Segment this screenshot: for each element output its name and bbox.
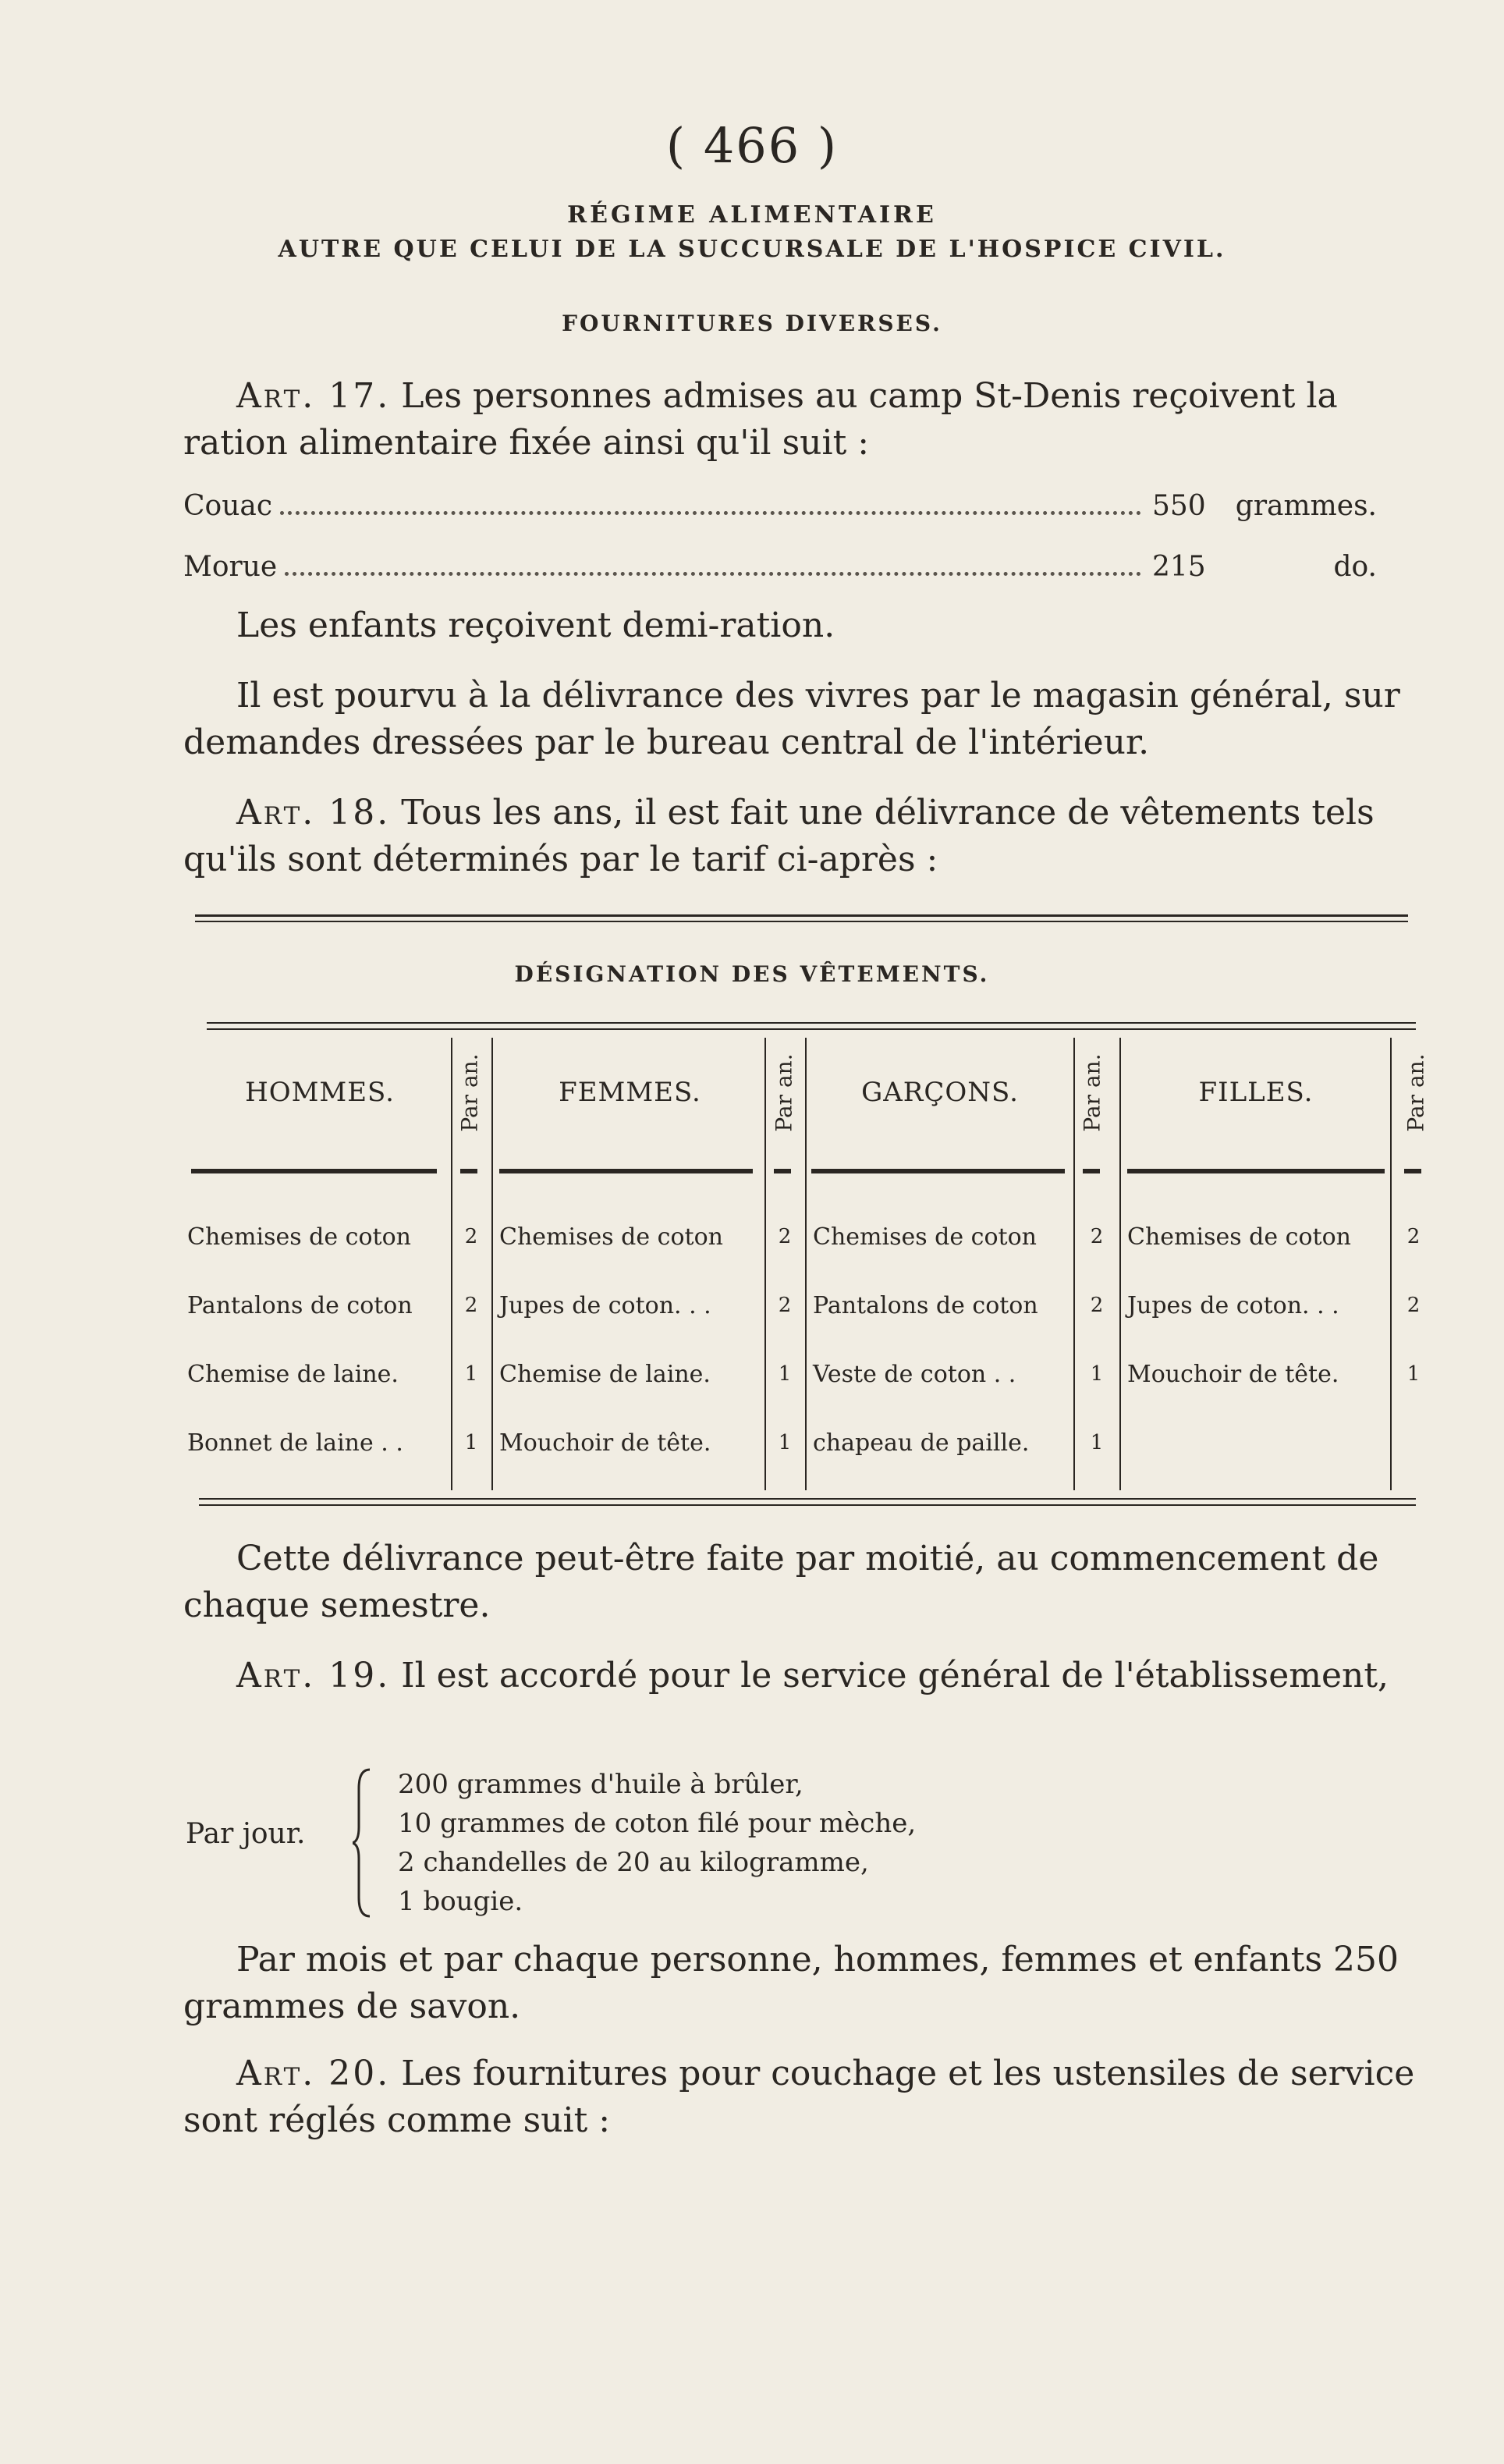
table-cell: Chemises de coton (499, 1223, 723, 1251)
heading-autre: AUTRE QUE CELUI DE LA SUCCURSALE DE L'HOSPICE CIVIL. (278, 236, 1226, 263)
header-underline (811, 1169, 1065, 1173)
article-17-label: Art. 17. (236, 376, 391, 416)
table-qty: 2 (1090, 1294, 1104, 1317)
par-jour-item: 200 grammes d'huile à brûler, (398, 1769, 803, 1800)
table-qty: 2 (464, 1294, 478, 1317)
table-cell: Chemises de coton (187, 1223, 411, 1251)
brace-icon (353, 1765, 376, 1921)
column-divider (764, 1038, 766, 1490)
header-underline (774, 1169, 791, 1173)
table-qty: 1 (1406, 1362, 1421, 1386)
table-top-rule-thin (195, 921, 1408, 922)
column-divider (491, 1038, 493, 1490)
ration-unit: do. (1333, 551, 1377, 583)
article-17 (183, 373, 1431, 467)
table-cell: Jupes de coton. . . (1127, 1292, 1339, 1319)
savon-paragraph: Par mois et par chaque personne, hommes, femmes et enfants 250 grammes de savon. (183, 1940, 1399, 2026)
header-underline (1083, 1169, 1100, 1173)
article-18 (183, 790, 1431, 883)
table-bottom-rule (199, 1498, 1416, 1500)
table-cell: Mouchoir de tête. (1127, 1361, 1339, 1388)
article-20-text: Les fournitures pour couchage et les ustensiles de service sont réglés comme suit : (183, 2054, 1415, 2140)
header-femmes: FEMMES. (559, 1077, 701, 1108)
column-divider (805, 1038, 807, 1490)
table-qty: 2 (1406, 1225, 1421, 1248)
ration-item: Couac (183, 490, 273, 522)
par-jour-list (398, 1765, 916, 1921)
table-title: DÉSIGNATION DES VÊTEMENTS. (514, 961, 990, 987)
table-qty: 2 (778, 1225, 792, 1248)
ration-row-morue (183, 551, 1377, 584)
par-jour-label: Par jour. (186, 1818, 306, 1850)
article-19-text: Il est accordé pour le service général de l'établissement, (390, 1656, 1389, 1695)
table-qty: 2 (1406, 1294, 1421, 1317)
header-garcons: GARÇONS. (861, 1077, 1019, 1108)
article-20 (183, 2050, 1431, 2144)
article-20-label: Art. 20. (236, 2054, 391, 2093)
table-qty: 1 (464, 1362, 478, 1386)
header-par-an-garcons: Par an. (1079, 1053, 1105, 1132)
table-cell: Chemises de coton (1127, 1223, 1351, 1251)
table-qty: 1 (778, 1362, 792, 1386)
table-qty: 1 (1090, 1362, 1104, 1386)
table-qty: 1 (1090, 1431, 1104, 1454)
article-18-label: Art. 18. (236, 793, 391, 833)
delivrance-paragraph: Il est pourvu à la délivrance des vivres par le magasin général, sur demandes dressées par le bureau central de l'intérieur. (183, 676, 1400, 762)
heading-regime: RÉGIME ALIMENTAIRE (567, 201, 937, 229)
ration-item: Morue (183, 551, 278, 583)
header-underline (1404, 1169, 1421, 1173)
header-par-an-filles: Par an. (1403, 1053, 1429, 1132)
table-cell: Pantalons de coton (187, 1292, 413, 1319)
heading-fournitures: FOURNITURES DIVERSES. (562, 311, 942, 336)
table-bottom-rule-2 (199, 1504, 1416, 1506)
ration-unit: grammes. (1235, 490, 1377, 522)
table-cell: Veste de coton . . (813, 1361, 1016, 1388)
header-underline (191, 1169, 437, 1173)
table-qty: 1 (464, 1431, 478, 1454)
header-underline (460, 1169, 477, 1173)
par-jour-item: 2 chandelles de 20 au kilogramme, (398, 1847, 869, 1878)
article-17-text: Les personnes admises au camp St-Denis reçoivent la ration alimentaire fixée ainsi qu'il suit : (183, 376, 1338, 463)
dot-leader (280, 510, 1141, 515)
column-divider (1073, 1038, 1075, 1490)
ration-row-couac (183, 490, 1377, 523)
table-qty: 1 (778, 1431, 792, 1454)
table-cell: Jupes de coton. . . (499, 1292, 711, 1319)
table-cell: chapeau de paille. (813, 1429, 1030, 1457)
column-divider (1119, 1038, 1121, 1490)
table-cell: Chemise de laine. (499, 1361, 711, 1388)
ration-amount: 215 (1152, 551, 1206, 583)
table-cell: Bonnet de laine . . (187, 1429, 403, 1457)
table-top-rule (195, 914, 1408, 917)
table-header-rule (207, 1022, 1416, 1024)
table-qty: 2 (464, 1225, 478, 1248)
table-qty: 2 (1090, 1225, 1104, 1248)
table-cell: Chemise de laine. (187, 1361, 399, 1388)
table-header-rule-2 (207, 1028, 1416, 1030)
par-jour-item: 10 grammes de coton filé pour mèche, (398, 1808, 917, 1839)
header-par-an-hommes: Par an. (456, 1053, 483, 1132)
table-qty: 2 (778, 1294, 792, 1317)
column-divider (451, 1038, 452, 1490)
header-par-an-femmes: Par an. (771, 1053, 797, 1132)
enfants-paragraph: Les enfants reçoivent demi-ration. (236, 605, 835, 645)
dot-leader (285, 571, 1141, 576)
par-jour-item: 1 bougie. (398, 1886, 523, 1917)
table-cell: Mouchoir de tête. (499, 1429, 711, 1457)
table-cell: Chemises de coton (813, 1223, 1037, 1251)
page-number: ( 466 ) (665, 117, 839, 174)
delivrance-moitie-paragraph: Cette délivrance peut-être faite par moitié, au commencement de chaque semestre. (183, 1539, 1379, 1625)
article-19 (183, 1653, 1431, 1699)
article-19-label: Art. 19. (236, 1656, 391, 1695)
column-divider (1390, 1038, 1392, 1490)
header-underline (499, 1169, 753, 1173)
header-hommes: HOMMES. (245, 1077, 395, 1108)
header-underline (1127, 1169, 1385, 1173)
table-cell: Pantalons de coton (813, 1292, 1038, 1319)
header-filles: FILLES. (1198, 1077, 1314, 1108)
ration-amount: 550 (1152, 490, 1206, 522)
article-18-text: Tous les ans, il est fait une délivrance de vêtements tels qu'ils sont déterminés par le tarif ci-après : (183, 793, 1375, 879)
